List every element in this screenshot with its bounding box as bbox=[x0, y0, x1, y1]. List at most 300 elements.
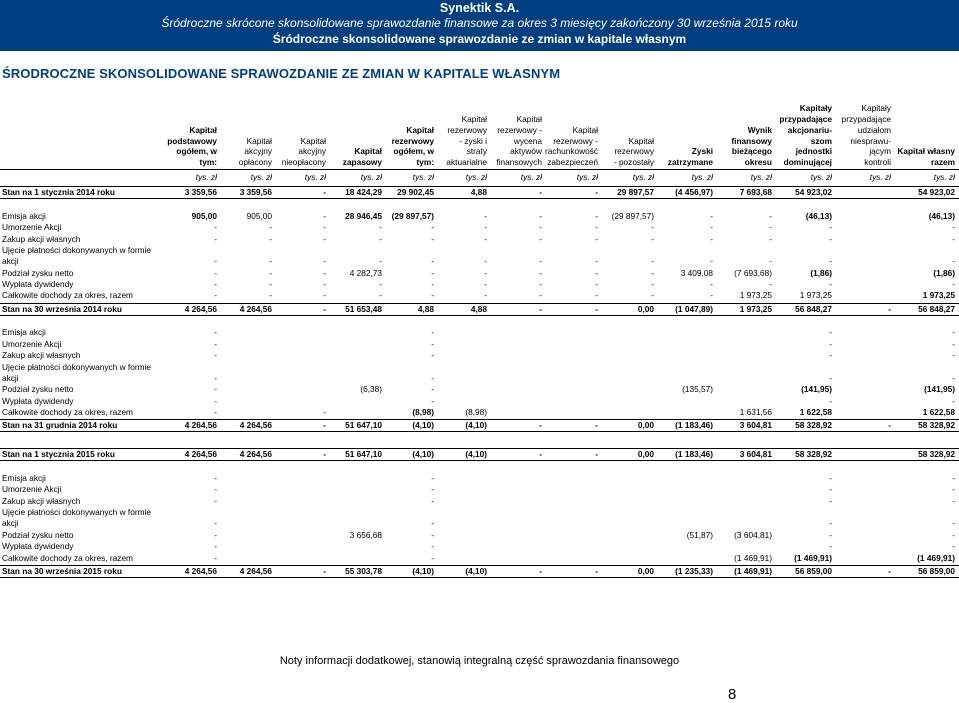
table-cell: - bbox=[539, 279, 542, 289]
table-cell: (4,10) bbox=[412, 420, 434, 430]
table-cell: 29 897,57 bbox=[617, 187, 654, 197]
row-label: Umorzenie Akcji bbox=[2, 339, 62, 349]
table-cell: - bbox=[431, 290, 434, 300]
column-header-line: niesprawu- bbox=[850, 135, 891, 146]
table-cell: (4,10) bbox=[465, 420, 487, 430]
table-cell: - bbox=[539, 304, 542, 314]
table-cell: - bbox=[484, 211, 487, 221]
table-cell: 56 859,00 bbox=[795, 566, 832, 576]
table-cell: - bbox=[323, 407, 326, 417]
table-cell: 3 409,08 bbox=[680, 268, 713, 278]
table-row bbox=[0, 541, 959, 552]
unit-label: tys. zł bbox=[933, 172, 955, 182]
units-row bbox=[0, 172, 959, 183]
row-label: Wypłata dywidendy bbox=[2, 279, 74, 289]
row-label: Podział zysku netto bbox=[2, 530, 74, 540]
table-cell: (46,13) bbox=[928, 211, 955, 221]
table-cell: - bbox=[539, 187, 542, 197]
row-label: Wypłata dywidendy bbox=[2, 396, 74, 406]
row-label: Umorzenie Akcji bbox=[2, 222, 62, 232]
table-cell: (29 897,57) bbox=[391, 211, 434, 221]
table-cell: - bbox=[214, 407, 217, 417]
table-cell: - bbox=[829, 350, 832, 360]
table-row bbox=[0, 473, 959, 484]
header-banner bbox=[0, 0, 959, 51]
row-label: Umorzenie Akcji bbox=[2, 484, 62, 494]
column-header-line: Kapitał bbox=[516, 114, 542, 124]
table-cell: 4 264,56 bbox=[184, 420, 217, 430]
row-label: Podział zysku netto bbox=[2, 384, 74, 394]
table-cell: 905,00 bbox=[246, 211, 272, 221]
table-cell: 1 622,58 bbox=[922, 407, 955, 417]
table-cell: (1 235,33) bbox=[675, 566, 713, 576]
table-cell: 4,88 bbox=[470, 187, 487, 197]
table-cell: - bbox=[710, 290, 713, 300]
table-row bbox=[0, 448, 959, 461]
table-cell: 1 622,58 bbox=[799, 407, 832, 417]
unit-label: tys. zł bbox=[250, 172, 272, 182]
table-cell: - bbox=[829, 327, 832, 337]
table-cell: - bbox=[952, 339, 955, 349]
unit-label: tys. zł bbox=[465, 172, 487, 182]
table-cell: (4,10) bbox=[465, 449, 487, 459]
column-header-line: aktywów bbox=[510, 146, 542, 157]
table-cell: - bbox=[829, 396, 832, 406]
row-label: Podział zysku netto bbox=[2, 268, 74, 278]
row-label: Wypłata dywidendy bbox=[2, 541, 74, 551]
column-header-line: straty bbox=[466, 146, 487, 157]
table-cell: - bbox=[829, 530, 832, 540]
table-row bbox=[0, 419, 959, 432]
table-cell: - bbox=[484, 279, 487, 289]
company-name: Synektik S.A. bbox=[439, 1, 520, 15]
column-header bbox=[885, 146, 955, 168]
table-row bbox=[0, 553, 959, 564]
table-cell: - bbox=[952, 222, 955, 232]
row-label: Emisja akcji bbox=[2, 327, 46, 337]
table-cell: - bbox=[710, 234, 713, 244]
table-cell: (135,57) bbox=[682, 384, 713, 394]
table-row bbox=[0, 565, 959, 578]
table-row bbox=[0, 186, 959, 199]
table-cell: - bbox=[431, 373, 434, 383]
table-cell: 51 647,10 bbox=[345, 420, 382, 430]
report-title: Śródroczne skrócone skonsolidowane sprawozdanie finansowe za okres 3 miesięcy zakończony 30 września 2015 roku bbox=[161, 16, 798, 30]
table-cell: 1 973,25 bbox=[799, 290, 832, 300]
table-cell: - bbox=[952, 484, 955, 494]
column-header-line: finansowy bbox=[731, 135, 772, 146]
table-cell: (1 469,91) bbox=[917, 553, 955, 563]
table-cell: - bbox=[214, 279, 217, 289]
table-cell: - bbox=[484, 290, 487, 300]
table-cell: - bbox=[769, 234, 772, 244]
table-cell: - bbox=[829, 496, 832, 506]
table-cell: - bbox=[952, 350, 955, 360]
table-cell: 3 604,81 bbox=[739, 449, 772, 459]
table-row bbox=[0, 268, 959, 279]
table-cell: 51 653,48 bbox=[345, 304, 382, 314]
table-cell: (29 897,57) bbox=[611, 211, 654, 221]
table-row bbox=[0, 290, 959, 301]
table-cell: 0,00 bbox=[637, 449, 654, 459]
table-cell: 4 264,56 bbox=[239, 420, 272, 430]
row-label: Całkowite dochody za okres, razem bbox=[2, 290, 133, 300]
table-cell: - bbox=[829, 279, 832, 289]
table-cell: - bbox=[379, 290, 382, 300]
table-cell: - bbox=[829, 473, 832, 483]
table-cell: - bbox=[484, 256, 487, 266]
column-header-line: tym: bbox=[416, 157, 434, 168]
column-header-line: Kapitał bbox=[189, 124, 217, 135]
table-cell: - bbox=[595, 290, 598, 300]
column-header-line: nieopłacony bbox=[281, 157, 326, 168]
table-cell: 4 264,56 bbox=[239, 566, 272, 576]
table-cell: - bbox=[952, 396, 955, 406]
table-cell: 4 264,56 bbox=[184, 304, 217, 314]
table-cell: - bbox=[829, 484, 832, 494]
column-header-line: kontroli bbox=[864, 157, 891, 168]
column-header-line: akcjonariu- bbox=[787, 124, 832, 135]
table-cell: (7 693,68) bbox=[734, 268, 772, 278]
column-header-line: Kapitał własny bbox=[897, 146, 955, 157]
table-cell: 29 902,45 bbox=[397, 187, 434, 197]
table-cell: - bbox=[829, 373, 832, 383]
table-cell: - bbox=[539, 449, 542, 459]
table-cell: - bbox=[323, 566, 326, 576]
table-row bbox=[0, 234, 959, 245]
table-cell: 58 328,92 bbox=[795, 420, 832, 430]
table-cell: (4,10) bbox=[412, 566, 434, 576]
table-cell: 7 693,68 bbox=[739, 187, 772, 197]
page-number: 8 bbox=[728, 686, 737, 703]
table-cell: (1 469,91) bbox=[734, 553, 772, 563]
column-header-line: zabezpieczeń bbox=[547, 157, 598, 168]
column-header-line: jednostki bbox=[795, 146, 832, 157]
table-row bbox=[0, 339, 959, 350]
column-header-line: - zyski i bbox=[459, 135, 487, 146]
table-cell: - bbox=[595, 222, 598, 232]
column-header-line: Kapitały bbox=[799, 103, 832, 114]
column-header-line: Kapitał bbox=[628, 135, 654, 146]
table-row bbox=[0, 373, 959, 384]
column-header-line: aktuarialne bbox=[446, 157, 487, 168]
table-cell: - bbox=[829, 339, 832, 349]
table-cell: 3 656,68 bbox=[349, 530, 382, 540]
table-row bbox=[0, 303, 959, 316]
table-cell: - bbox=[829, 518, 832, 528]
footer-note: Noty informacji dodatkowej, stanowią integralną część sprawozdania finansowego bbox=[279, 655, 680, 667]
column-header-line: razem bbox=[931, 157, 955, 168]
table-cell: - bbox=[431, 530, 434, 540]
table-cell: - bbox=[269, 279, 272, 289]
table-cell: - bbox=[214, 327, 217, 337]
table-cell: 56 848,27 bbox=[918, 304, 955, 314]
table-cell: - bbox=[431, 473, 434, 483]
table-row bbox=[0, 384, 959, 395]
table-cell: 55 303,78 bbox=[345, 566, 382, 576]
table-row bbox=[0, 279, 959, 290]
table-cell: (1,86) bbox=[810, 268, 832, 278]
table-cell: - bbox=[595, 256, 598, 266]
table-cell: - bbox=[323, 420, 326, 430]
table-row bbox=[0, 211, 959, 222]
table-cell: 51 647,10 bbox=[345, 449, 382, 459]
table-cell: - bbox=[651, 256, 654, 266]
table-cell: - bbox=[431, 553, 434, 563]
table-cell: - bbox=[952, 473, 955, 483]
table-row bbox=[0, 484, 959, 495]
table-cell: 4 282,73 bbox=[349, 268, 382, 278]
column-header-line: akcyjny bbox=[298, 146, 326, 157]
table-cell: - bbox=[431, 256, 434, 266]
table-cell: - bbox=[952, 279, 955, 289]
table-cell: 58 328,92 bbox=[795, 449, 832, 459]
table-cell: - bbox=[431, 268, 434, 278]
column-header-line: Kapitały bbox=[861, 103, 891, 114]
table-cell: - bbox=[595, 279, 598, 289]
table-cell: 56 859,00 bbox=[918, 566, 955, 576]
table-cell: - bbox=[484, 234, 487, 244]
column-header-line: zapasowy bbox=[342, 157, 382, 168]
table-cell: - bbox=[323, 290, 326, 300]
column-header-line: ogółem, w bbox=[393, 146, 434, 157]
table-cell: 3 359,56 bbox=[184, 187, 217, 197]
column-header-line: Kapitał bbox=[300, 135, 326, 146]
table-cell: 58 328,92 bbox=[918, 449, 955, 459]
table-cell: 4 264,56 bbox=[239, 449, 272, 459]
column-header-line: tym: bbox=[199, 157, 217, 168]
table-cell: - bbox=[431, 541, 434, 551]
table-cell: - bbox=[431, 234, 434, 244]
table-cell: - bbox=[539, 268, 542, 278]
unit-label: tys. zł bbox=[360, 172, 382, 182]
table-cell: - bbox=[952, 256, 955, 266]
table-row bbox=[0, 518, 959, 529]
column-header-line: przypadające bbox=[841, 113, 891, 124]
table-cell: - bbox=[952, 373, 955, 383]
column-header-line: okresu bbox=[744, 157, 772, 168]
row-label: Ujęcie płatności dokonywanych w formie bbox=[2, 245, 151, 255]
table-row bbox=[0, 407, 959, 418]
table-cell: 1 973,25 bbox=[739, 304, 772, 314]
table-cell: (4,10) bbox=[412, 449, 434, 459]
column-header-line: dominującej bbox=[783, 157, 832, 168]
table-cell: - bbox=[769, 279, 772, 289]
table-cell: - bbox=[379, 256, 382, 266]
row-label: akcji bbox=[2, 518, 19, 528]
table-cell: - bbox=[595, 187, 598, 197]
column-header-line: Kapitał bbox=[572, 124, 598, 135]
table-cell: - bbox=[214, 234, 217, 244]
table-cell: - bbox=[829, 234, 832, 244]
table-cell: 0,00 bbox=[637, 304, 654, 314]
table-cell: - bbox=[214, 541, 217, 551]
row-label: Całkowite dochody za okres, razem bbox=[2, 553, 133, 563]
table-cell: - bbox=[431, 496, 434, 506]
column-header-line: Kapitał bbox=[461, 114, 487, 124]
column-header-line: bieżącego bbox=[731, 146, 772, 157]
table-cell: - bbox=[539, 222, 542, 232]
column-header-line: przypadające bbox=[779, 113, 832, 124]
column-header-line: rachunkowość bbox=[544, 146, 598, 157]
column-header-line: akcyjny bbox=[244, 146, 272, 157]
table-row bbox=[0, 530, 959, 541]
table-cell: - bbox=[323, 279, 326, 289]
table-cell: - bbox=[710, 256, 713, 266]
table-cell: - bbox=[952, 541, 955, 551]
table-cell: - bbox=[269, 222, 272, 232]
table-cell: - bbox=[769, 256, 772, 266]
table-cell: - bbox=[323, 211, 326, 221]
table-row bbox=[0, 256, 959, 267]
table-cell: 1 973,25 bbox=[739, 290, 772, 300]
unit-label: tys. zł bbox=[632, 172, 654, 182]
row-label: Emisja akcji bbox=[2, 473, 46, 483]
column-header-line: zatrzymane bbox=[667, 157, 713, 168]
table-cell: (4,10) bbox=[465, 566, 487, 576]
table-cell: (1 469,91) bbox=[794, 553, 832, 563]
column-header-line: jącym bbox=[869, 146, 891, 157]
column-header-line: Kapitał bbox=[406, 124, 434, 135]
table-cell: (4 456,97) bbox=[675, 187, 713, 197]
column-header-line: Kapitał bbox=[246, 135, 272, 146]
table-row bbox=[0, 507, 959, 518]
table-cell: - bbox=[323, 449, 326, 459]
table-cell: (8,98) bbox=[465, 407, 487, 417]
row-label: Ujęcie płatności dokonywanych w formie bbox=[2, 362, 151, 372]
table-cell: - bbox=[710, 279, 713, 289]
table-cell: - bbox=[214, 496, 217, 506]
table-cell: - bbox=[769, 222, 772, 232]
table-cell: - bbox=[539, 234, 542, 244]
row-label: akcji bbox=[2, 256, 19, 266]
table-cell: - bbox=[431, 396, 434, 406]
table-cell: 4 264,56 bbox=[239, 304, 272, 314]
table-cell: - bbox=[539, 256, 542, 266]
table-cell: 4,88 bbox=[470, 304, 487, 314]
header-divider bbox=[0, 169, 959, 170]
table-cell: - bbox=[214, 350, 217, 360]
table-cell: - bbox=[595, 211, 598, 221]
table-cell: 58 328,92 bbox=[918, 420, 955, 430]
table-row bbox=[0, 396, 959, 407]
table-cell: - bbox=[269, 268, 272, 278]
table-cell: - bbox=[651, 268, 654, 278]
table-row bbox=[0, 350, 959, 361]
row-label: Stan na 31 grudnia 2014 roku bbox=[2, 420, 118, 430]
table-cell: (1 047,89) bbox=[675, 304, 713, 314]
table-cell: - bbox=[269, 256, 272, 266]
table-cell: - bbox=[539, 420, 542, 430]
table-cell: - bbox=[710, 211, 713, 221]
column-header-line: Wynik bbox=[747, 124, 772, 135]
table-cell: 0,00 bbox=[637, 420, 654, 430]
row-label: Zakup akcji własnych bbox=[2, 234, 81, 244]
table-cell: - bbox=[431, 327, 434, 337]
table-cell: - bbox=[888, 420, 891, 430]
table-cell: - bbox=[888, 566, 891, 576]
table-cell: - bbox=[269, 234, 272, 244]
column-header-line: udziałom bbox=[857, 124, 891, 135]
unit-label: tys. zł bbox=[520, 172, 542, 182]
table-cell: - bbox=[595, 420, 598, 430]
table-cell: - bbox=[539, 211, 542, 221]
table-cell: - bbox=[323, 234, 326, 244]
column-header-line: - pozostały bbox=[613, 157, 654, 168]
table-cell: - bbox=[539, 290, 542, 300]
unit-label: tys. zł bbox=[869, 172, 891, 182]
table-cell: - bbox=[269, 290, 272, 300]
table-cell: - bbox=[214, 484, 217, 494]
table-cell: - bbox=[431, 518, 434, 528]
table-cell: - bbox=[952, 496, 955, 506]
row-label: Całkowite dochody za okres, razem bbox=[2, 407, 133, 417]
table-cell: - bbox=[214, 384, 217, 394]
table-cell: - bbox=[651, 234, 654, 244]
table-cell: - bbox=[431, 279, 434, 289]
table-cell: - bbox=[710, 222, 713, 232]
table-cell: 3 359,56 bbox=[239, 187, 272, 197]
row-label: Stan na 1 stycznia 2014 roku bbox=[2, 187, 115, 197]
unit-label: tys. zł bbox=[195, 172, 217, 182]
table-cell: - bbox=[952, 234, 955, 244]
table-cell: - bbox=[431, 384, 434, 394]
table-cell: - bbox=[214, 373, 217, 383]
table-cell: 4 264,56 bbox=[184, 566, 217, 576]
table-cell: (141,95) bbox=[924, 384, 955, 394]
table-cell: 54 923,02 bbox=[918, 187, 955, 197]
row-label: Zakup akcji własnych bbox=[2, 496, 81, 506]
table-cell: - bbox=[214, 290, 217, 300]
table-cell: - bbox=[214, 339, 217, 349]
table-cell: - bbox=[952, 327, 955, 337]
table-cell: - bbox=[484, 222, 487, 232]
table-cell: - bbox=[595, 304, 598, 314]
row-label: Ujęcie płatności dokonywanych w formie bbox=[2, 507, 151, 517]
table-cell: - bbox=[651, 222, 654, 232]
column-header-line: podstawowy bbox=[167, 135, 217, 146]
table-cell: - bbox=[484, 268, 487, 278]
table-cell: (1 469,91) bbox=[734, 566, 772, 576]
table-cell: - bbox=[214, 518, 217, 528]
unit-label: tys. zł bbox=[810, 172, 832, 182]
table-row bbox=[0, 245, 959, 256]
table-cell: 0,00 bbox=[637, 566, 654, 576]
table-cell: - bbox=[829, 256, 832, 266]
unit-label: tys. zł bbox=[412, 172, 434, 182]
table-cell: - bbox=[539, 566, 542, 576]
table-cell: - bbox=[431, 484, 434, 494]
table-cell: - bbox=[888, 304, 891, 314]
table-cell: - bbox=[214, 256, 217, 266]
table-cell: - bbox=[431, 350, 434, 360]
row-label: Emisja akcji bbox=[2, 211, 46, 221]
table-cell: - bbox=[379, 279, 382, 289]
table-cell: 18 424,29 bbox=[345, 187, 382, 197]
column-header-line: opłacony bbox=[238, 157, 272, 168]
row-label: akcji bbox=[2, 373, 19, 383]
column-header-line: finansowych bbox=[496, 157, 542, 168]
table-cell: (1,86) bbox=[933, 268, 955, 278]
table-cell: - bbox=[595, 268, 598, 278]
table-cell: 28 946,45 bbox=[345, 211, 382, 221]
table-cell: (6,38) bbox=[360, 384, 382, 394]
row-label: Stan na 30 września 2014 roku bbox=[2, 304, 122, 314]
column-header-line: ogółem, w bbox=[176, 146, 217, 157]
table-cell: 905,00 bbox=[191, 211, 217, 221]
column-header-line: rezerwowy - bbox=[553, 135, 598, 146]
table-cell: - bbox=[379, 234, 382, 244]
